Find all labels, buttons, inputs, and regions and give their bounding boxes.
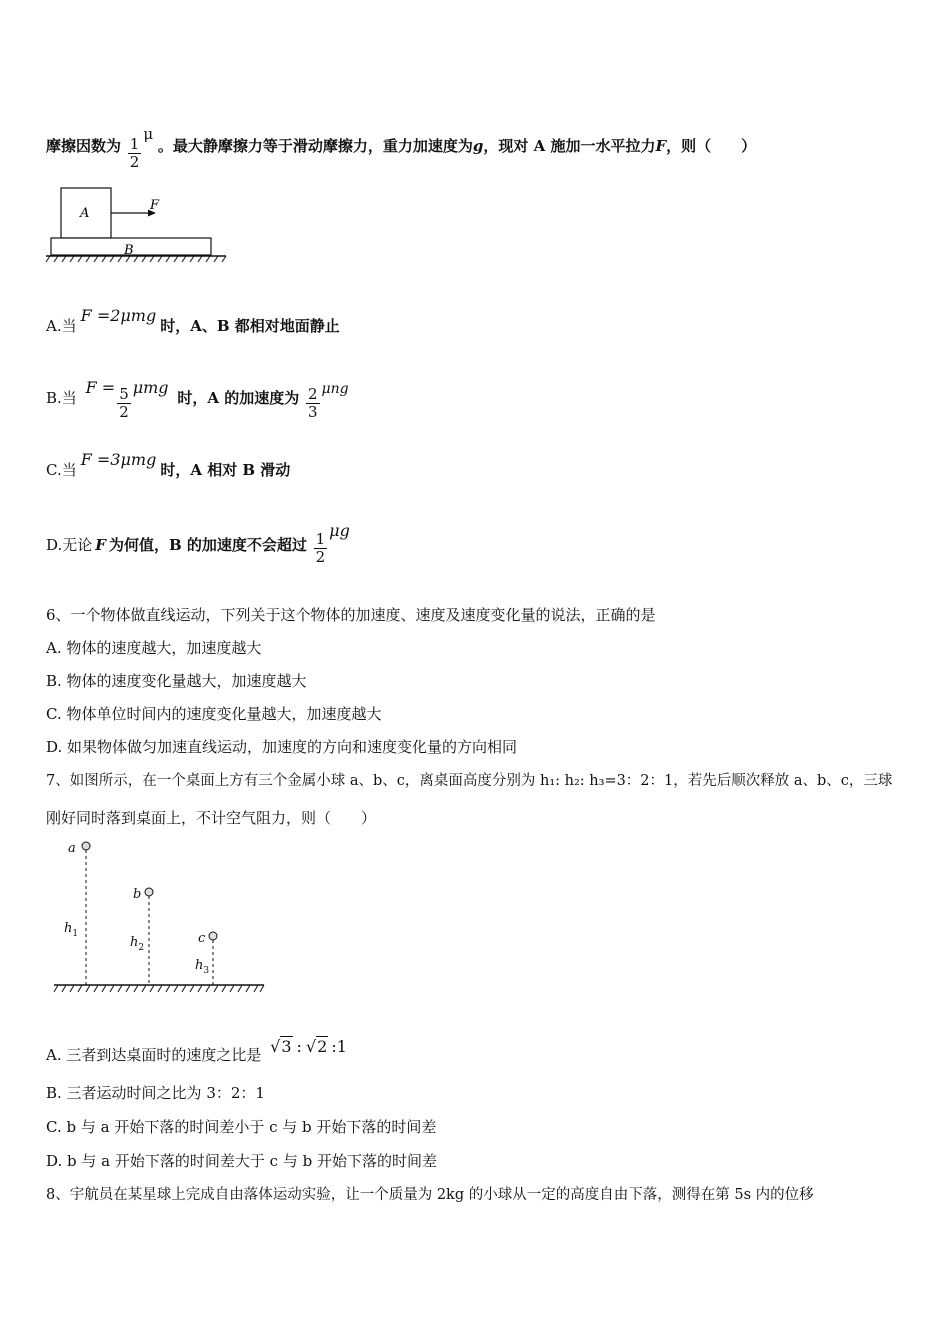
q7-option-a-text: A. 三者到达桌面时的速度之比是 [46, 1046, 262, 1064]
q5-option-d [46, 521, 354, 566]
option-d-formula-rhs: μg [329, 521, 350, 540]
q5-stem-d: ，则（ ） [666, 137, 757, 155]
option-b-fraction-2 [306, 386, 320, 421]
sqrt-radicand-2: 2 [317, 1037, 328, 1056]
q7-option-d: D. b 与 a 开始下落的时间差大于 c 与 b 开始下落的时间差 [46, 1152, 437, 1170]
option-letter: B. [46, 389, 62, 407]
q7-option-a [46, 1037, 351, 1065]
q7-option-c: C. b 与 a 开始下落的时间差小于 c 与 b 开始下落的时间差 [46, 1118, 437, 1136]
frac-den: 2 [315, 548, 326, 566]
q5-stem [46, 124, 756, 171]
q5-mu-fraction [128, 136, 142, 171]
frac-num: 5 [119, 385, 129, 403]
ratio-sep: : [296, 1037, 302, 1056]
q5-stem-a: 摩擦因数为 [46, 137, 122, 155]
q7-option-b: B. 三者运动时间之比为 3：2：1 [46, 1084, 265, 1102]
q5-option-b [46, 378, 353, 421]
q5-mu-frac-den: 2 [129, 153, 140, 171]
h1-label: $h_1$ [64, 921, 79, 939]
option-d-F: F [95, 536, 106, 554]
ball-a [82, 842, 90, 850]
block-b-label: B [124, 243, 134, 258]
q5-g: g [472, 137, 484, 155]
option-post: 时，A 相对 B 滑动 [160, 461, 291, 479]
ball-c [209, 932, 217, 940]
option-b-formula-lhs: F = [85, 378, 116, 397]
option-pre: 当 [61, 461, 77, 479]
q5-option-a [46, 306, 340, 336]
q7-figure [50, 836, 270, 998]
option-post: 为何值，B 的加速度不会超过 [108, 536, 307, 554]
ratio-tail: :1 [331, 1037, 347, 1056]
frac-num: 2 [307, 385, 318, 403]
frac-num: 1 [315, 530, 326, 548]
option-a-formula: F =2μmg [80, 306, 157, 325]
q6-stem: 6、一个物体做直线运动，下列关于这个物体的加速度、速度及速度变化量的说法，正确的是 [46, 606, 656, 624]
q5-figure [44, 186, 234, 266]
q5-option-c [46, 450, 290, 480]
ball-b [145, 888, 153, 896]
q5-mu-frac-num: 1 [129, 135, 140, 153]
block-a-label: A [80, 206, 90, 221]
h3-label: $h_3$ [195, 958, 210, 976]
q5-F: F [655, 137, 667, 155]
option-b-formula-rhs: μmg [132, 378, 169, 397]
sqrt-radicand-1: 3 [281, 1037, 292, 1056]
q6-option-c: C. 物体单位时间内的速度变化量越大，加速度越大 [46, 705, 382, 723]
q6-option-a: A. 物体的速度越大，加速度越大 [46, 639, 262, 657]
ball-c-label: c [198, 931, 206, 946]
q5-mu-symbol: μ [143, 125, 154, 143]
h2-label: $h_2$ [130, 935, 145, 953]
option-d-fraction [314, 531, 328, 566]
option-b-fraction [117, 386, 131, 421]
option-c-formula: F =3μmg [80, 450, 157, 469]
frac-den: 3 [307, 403, 318, 421]
q6-option-d: D. 如果物体做匀加速直线运动，加速度的方向和速度变化量的方向相同 [46, 738, 518, 756]
q8-stem: 8、宇航员在某星球上完成自由落体运动实验，让一个质量为 2kg 的小球从一定的高度自由下落，测得在第 5s 内的位移 [46, 1187, 814, 1203]
option-pre: 当 [61, 317, 77, 335]
option-letter: C. [46, 461, 62, 479]
q5-stem-c: ，现对 A 施加一水平拉力 [483, 137, 656, 155]
q7-stem-line1: 7、如图所示，在一个桌面上方有三个金属小球 a、b、c，离桌面高度分别为 h₁: h₂: h₃=3：2：1，若先后顺次释放 a、b、c，三球 [46, 773, 893, 789]
option-pre: 当 [61, 389, 77, 407]
option-post: 时，A 的加速度为 [177, 389, 300, 407]
ball-b-label: b [133, 887, 142, 902]
q5-stem-b: 。最大静摩擦力等于滑动摩擦力，重力加速度为 [157, 137, 473, 155]
option-letter: D. [46, 536, 63, 554]
option-b-formula2-rhs: μng [321, 381, 349, 397]
frac-den: 2 [119, 403, 129, 421]
q7-option-a-ratio: √3 : √2 :1 [270, 1037, 347, 1056]
option-pre: 无论 [62, 536, 93, 554]
ball-a-label: a [68, 841, 76, 856]
q6-option-b: B. 物体的速度变化量越大，加速度越大 [46, 672, 307, 690]
q7-stem-line2: 刚好同时落到桌面上，不计空气阻力，则（ ） [46, 809, 377, 827]
force-label: F [150, 198, 160, 213]
option-post: 时，A、B 都相对地面静止 [160, 317, 340, 335]
option-letter: A. [46, 317, 62, 335]
